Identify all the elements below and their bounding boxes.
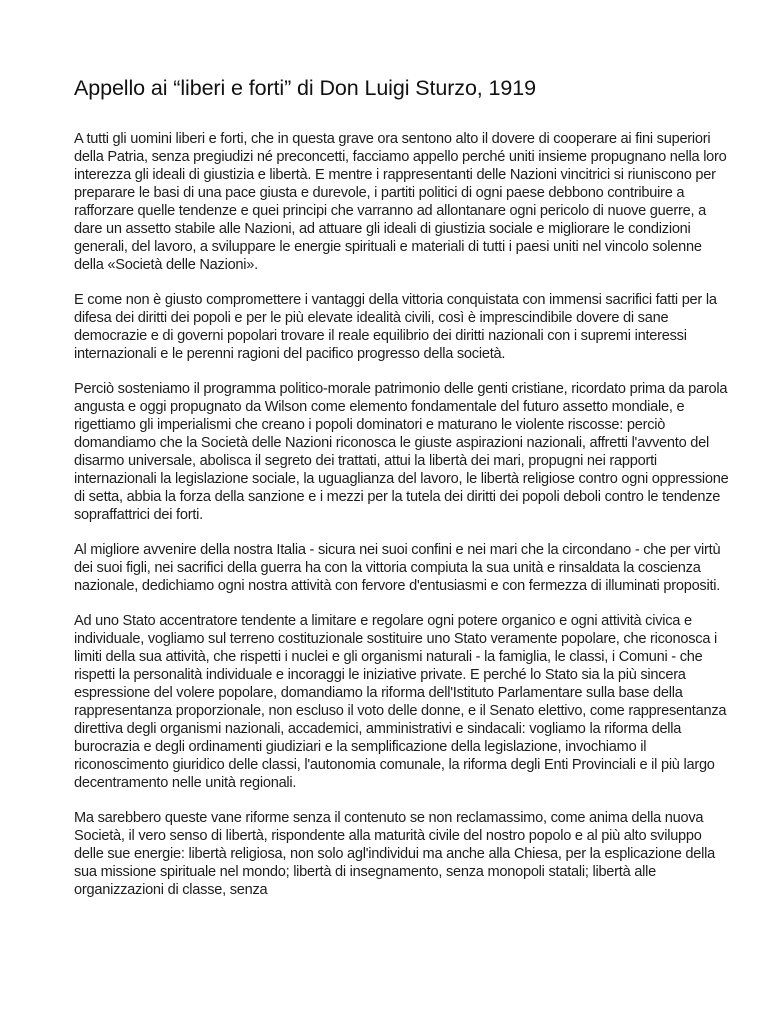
paragraph-5: Ad uno Stato accentratore tendente a limitare e regolare ogni potere organico e ogni attività civica e individuale, vogliamo sul terreno costituzionale sostituire uno Stato veramente popolare, che riconosca i limiti della sua attività, che rispetti i nuclei e gli organismi naturali - la famiglia, le classi, i Comuni - che rispetti la personalità individuale e incoraggi le iniziative private. E perché lo Stato sia la più sincera espressione del volere popolare, domandiamo la riforma dell'Istituto Parlamentare sulla base della rappresentanza proporzionale, non escluso il voto delle donne, e il Senato elettivo, come rappresentanza direttiva degli organismi nazionali, accademici, amministrativi e sindacali: vogliamo la riforma della burocrazia e degli ordinamenti giudiziari e la semplificazione della legislazione, invochiamo il riconoscimento giuridico delle classi, l'autonomia comunale, la riforma degli Enti Provinciali e il più largo decentramento nelle unità regionali. [74,613,727,791]
paragraph-4: Al migliore avvenire della nostra Italia - sicura nei suoi confini e nei mari che la circondano - che per virtù dei suoi figli, nei sacrifici della guerra ha con la vittoria compiuta la sua unità e rinsaldata la coscienza nazionale, dedichiamo ogni nostra attività con fervore d'entusiasmi e con fermezza di illuminati propositi. [74,542,721,594]
paragraph-3: Perciò sosteniamo il programma politico-morale patrimonio delle genti cristiane, ricordato prima da parola angusta e oggi propugnato da Wilson come elemento fondamentale del futuro assetto mondiale, e rigettiamo gli imperialismi che creano i popoli dominatori e maturano le violente riscosse: perciò domandiamo che la Società delle Nazioni riconosca le giuste aspirazioni nazionali, affretti l'avvento del disarmo universale, abolisca il segreto dei trattati, attui la libertà dei mari, propugni nei rapporti internazionali la legislazione sociale, la uguaglianza del lavoro, le libertà religiose contro ogni oppressione di setta, abbia la forza della sanzione e i mezzi per la tutela dei diritti dei popoli deboli contro le tendenze sopraffattrici dei forti. [74,381,729,523]
document-title: Appello ai “liberi e forti” di Don Luigi Sturzo, 1919 [74,76,536,100]
paragraph-6: Ma sarebbero queste vane riforme senza il contenuto se non reclamassimo, come anima della nuova Società, il vero senso di libertà, rispondente alla maturità civile del nostro popolo e al più alto sviluppo delle sue energie: libertà religiosa, non solo agl'individui ma anche alla Chiesa, per la esplicazione della sua missione spirituale nel mondo; libertà di insegnamento, senza monopoli statali; libertà alle organizzazioni di classe, senza [74,810,716,898]
paragraph-2: E come non è giusto compromettere i vantaggi della vittoria conquistata con immensi sacrifici fatti per la difesa dei diritti dei popoli e per le più elevate idealità civili, così è imprescindibile dovere di sane democrazie e di governi popolari trovare il reale equilibrio dei diritti nazionali con i supremi interessi internazionali e le perenni ragioni del pacifico progresso della società. [74,292,717,362]
document-page [74,74,734,916]
paragraph-1: A tutti gli uomini liberi e forti, che in questa grave ora sentono alto il dovere di cooperare ai fini superiori della Patria, senza pregiudizi né preconcetti, facciamo appello perché uniti insieme propugnano nella loro interezza gli ideali di giustizia e libertà. E mentre i rappresentanti delle Nazioni vincitrici si riuniscono per preparare le basi di una pace giusta e durevole, i partiti politici di ogni paese debbono contribuire a rafforzare quelle tendenze e quei principi che varranno ad allontanare ogni pericolo di nuove guerre, a dare un assetto stabile alle Nazioni, ad attuare gli ideali di giustizia sociale e migliorare le condizioni generali, del lavoro, a sviluppare le energie spirituali e materiali di tutti i paesi uniti nel vincolo solenne della «Società delle Nazioni». [74,131,727,273]
